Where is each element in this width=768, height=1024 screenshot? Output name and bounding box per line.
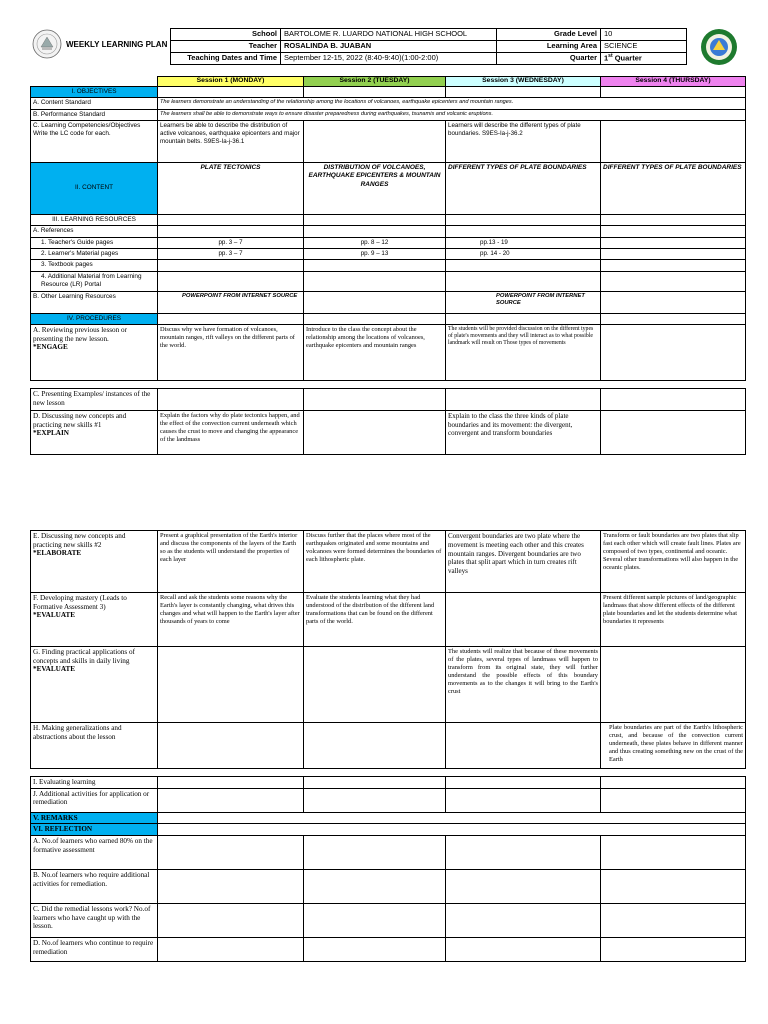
tg-s1: pp. 3 – 7 <box>158 237 304 248</box>
competencies-label: C. Learning Competencies/Objectives Write the LC code for each. <box>31 120 158 162</box>
area-label: Learning Area <box>497 41 601 53</box>
procedure-f-s2: Evaluate the students learning what they had understood of the distribution of the different land transformations that can be found on the different parts of the world. <box>304 593 446 647</box>
procedures-heading: IV. PROCEDURES <box>31 313 158 324</box>
additional-material-label: 4. Additional Material from Learning Resource (LR) Portal <box>31 271 158 291</box>
area-value: SCIENCE <box>601 41 687 53</box>
other-s1: POWERPOINT FROM INTERNET SOURCE <box>158 291 304 313</box>
session-1-header: Session 1 (MONDAY) <box>158 77 304 87</box>
procedure-d-s1: Explain the factors why do plate tectonics happen, and the effect of the convection current underneath which causes the crust to move and changing the appearance of the landmass <box>158 410 304 454</box>
performance-standard-label: B. Performance Standard <box>31 109 158 120</box>
reflection-a-label: A. No.of learners who earned 80% on the formative assessment <box>31 835 158 869</box>
procedure-d-label: D. Discussing new concepts and practicing new skills #1 *EXPLAIN <box>31 410 158 454</box>
procedure-h-s4: Plate boundaries are part of the Earth's lithospheric crust, and because of the convection current underneath, these plates behave in different manner and thus creating something new on the crust of the Earth <box>601 723 746 769</box>
procedure-e-s4: Transform or fault boundaries are two plates that slip fast each other which will create fault lines. Plates are composed of two types, continental and oceanic. Several other transformations will also happen in the oceanic plates. <box>601 531 746 593</box>
competencies-s1: Learners be able to describe the distribution of active volcanoes, earthquake epicenters and major mountain belts. S9ES-Ia-j-36.1 <box>158 120 304 162</box>
textbook-label: 3. Textbook pages <box>31 260 158 271</box>
tg-s2: pp. 8 – 12 <box>304 237 446 248</box>
procedure-a-label: A. Reviewing previous lesson or presenting the new lesson. *ENGAGE <box>31 324 158 380</box>
tg-s3: pp.13 - 19 <box>446 237 601 248</box>
procedure-g-label: G. Finding practical applications of concepts and skills in daily living *EVALUATE <box>31 647 158 723</box>
dates-value: September 12-15, 2022 (8:40-9:40)(1:00-2:00) <box>281 53 497 65</box>
lm-s2: pp. 9 – 13 <box>304 248 446 259</box>
procedure-f-s1: Recall and ask the students some reasons why the Earth's layer is constantly changing, what drives this changes and what will happen to the Earth's layer after thousands of years to come <box>158 593 304 647</box>
reflection-heading: VI. REFLECTION <box>31 824 158 836</box>
content-standard-label: A. Content Standard <box>31 98 158 109</box>
procedure-d-s3: Explain to the class the three kinds of plate boundaries and its movement: the divergent, convergent and transform boundaries <box>446 410 601 454</box>
deped-logo <box>32 29 62 59</box>
dates-label: Teaching Dates and Time <box>171 53 281 65</box>
procedure-a-s3: The students will be provided discussion on the different types of plate's movements and they will interact as to what possible landmark will result on Those types of movements <box>446 324 601 380</box>
content-heading: II. CONTENT <box>31 162 158 214</box>
learners-material-label: 2. Learner's Material pages <box>31 248 158 259</box>
reflection-b-label: B. No.of learners who require additional activities for remediation. <box>31 869 158 903</box>
resources-heading: III. LEARNING RESOURCES <box>31 214 158 225</box>
content-s2: DISTRIBUTION OF VOLCANOES, EARTHQUAKE EPICENTERS & MOUNTAIN RANGES <box>304 162 446 214</box>
plan-title: WEEKLY LEARNING PLAN <box>66 40 168 49</box>
content-s4: DIFFERENT TYPES OF PLATE BOUNDARIES <box>601 162 746 214</box>
lm-s3: pp. 14 - 20 <box>446 248 601 259</box>
session-2-header: Session 2 (TUESDAY) <box>304 77 446 87</box>
school-value: BARTOLOME R. LUARDO NATIONAL HIGH SCHOOL <box>281 29 497 41</box>
procedure-i-label: I. Evaluating learning <box>31 777 158 789</box>
content-s1: PLATE TECTONICS <box>158 162 304 214</box>
procedure-c-label: C. Presenting Examples/ instances of the new lesson <box>31 388 158 410</box>
objectives-heading: I. OBJECTIVES <box>31 87 158 98</box>
quarter-label: Quarter <box>497 53 601 65</box>
content-standard-text: The learners demonstrate an understanding of the relationship among the locations of volcanoes, earthquake epicenters and mountain ranges. <box>158 98 746 109</box>
remarks-heading: V. REMARKS <box>31 812 158 824</box>
header-info-table <box>170 28 687 65</box>
procedure-g-s3: The students will realize that because of these movements of the plates, several types of landmass will happen to transform from its original state, they will further understand the possible effects of this boundary movements as to the changes it will bring to the Earth's crust <box>446 647 601 723</box>
procedure-e-s3: Convergent boundaries are two plate where the movement is meeting each other and this creates mountain ranges. Divergent boundaries are two plates that split apart which in turn creates rift valleys <box>446 531 601 593</box>
learning-plan-table-page-1 <box>30 76 746 455</box>
school-label: School <box>171 29 281 41</box>
session-4-header: Session 4 (THURSDAY) <box>601 77 746 87</box>
procedure-a-s2: Introduce to the class the concept about the relationship among the locations of volcanoes, earthquake epicenters and mountain ranges <box>304 324 446 380</box>
learning-plan-table-page-2 <box>30 530 746 962</box>
reflection-c-label: C. Did the remedial lessons work? No.of learners who have caught up with the lesson. <box>31 903 158 937</box>
teacher-value: ROSALINDA B. JUABAN <box>281 41 497 53</box>
procedure-f-label: F. Developing mastery (Leads to Formative Assessment 3) *EVALUATE <box>31 593 158 647</box>
reflection-d-label: D. No.of learners who continue to require remediation <box>31 937 158 961</box>
procedure-a-s1: Discuss why we have formation of volcanoes, mountain ranges, rift valleys on the different parts of the world. <box>158 324 304 380</box>
performance-standard-text: The learners shall be able to demonstrate ways to ensure disaster preparedness during earthquakes, tsunamis and volcanic eruptions. <box>158 109 746 120</box>
references-label: A. References <box>31 226 158 237</box>
procedure-h-label: H. Making generalizations and abstractions about the lesson <box>31 723 158 769</box>
content-s3: DIFFERENT TYPES OF PLATE BOUNDARIES <box>446 162 601 214</box>
teacher-label: Teacher <box>171 41 281 53</box>
procedure-e-s2: Discuss further that the places where most of the earthquakes originated and some mountains and volcanoes were formed determines the boundaries of each lithospheric plate. <box>304 531 446 593</box>
grade-label: Grade Level <box>497 29 601 41</box>
procedure-e-s1: Present a graphical presentation of the Earth's interior and discuss the components of the layers of the Earth so as the students will understand the properties of each layer <box>158 531 304 593</box>
procedure-j-label: J. Additional activities for application or remediation <box>31 788 158 812</box>
procedure-e-label: E. Discussing new concepts and practicing new skills #2 *ELABORATE <box>31 531 158 593</box>
other-resources-label: B. Other Learning Resources <box>31 291 158 313</box>
other-s3: POWERPOINT FROM INTERNET SOURCE <box>446 291 601 313</box>
quarter-value: 1st Quarter <box>601 53 687 65</box>
teachers-guide-label: 1. Teacher's Guide pages <box>31 237 158 248</box>
grade-value: 10 <box>601 29 687 41</box>
school-seal <box>700 28 738 66</box>
competencies-s3: Learners will describe the different types of plate boundaries. S9ES-Ia-j-36.2 <box>446 120 601 162</box>
lm-s1: pp. 3 – 7 <box>158 248 304 259</box>
session-3-header: Session 3 (WEDNESDAY) <box>446 77 601 87</box>
procedure-f-s4: Present different sample pictures of land/geographic landmass that show different effects of the different plate boundaries and let the students determine what boundaries it represents <box>601 593 746 647</box>
